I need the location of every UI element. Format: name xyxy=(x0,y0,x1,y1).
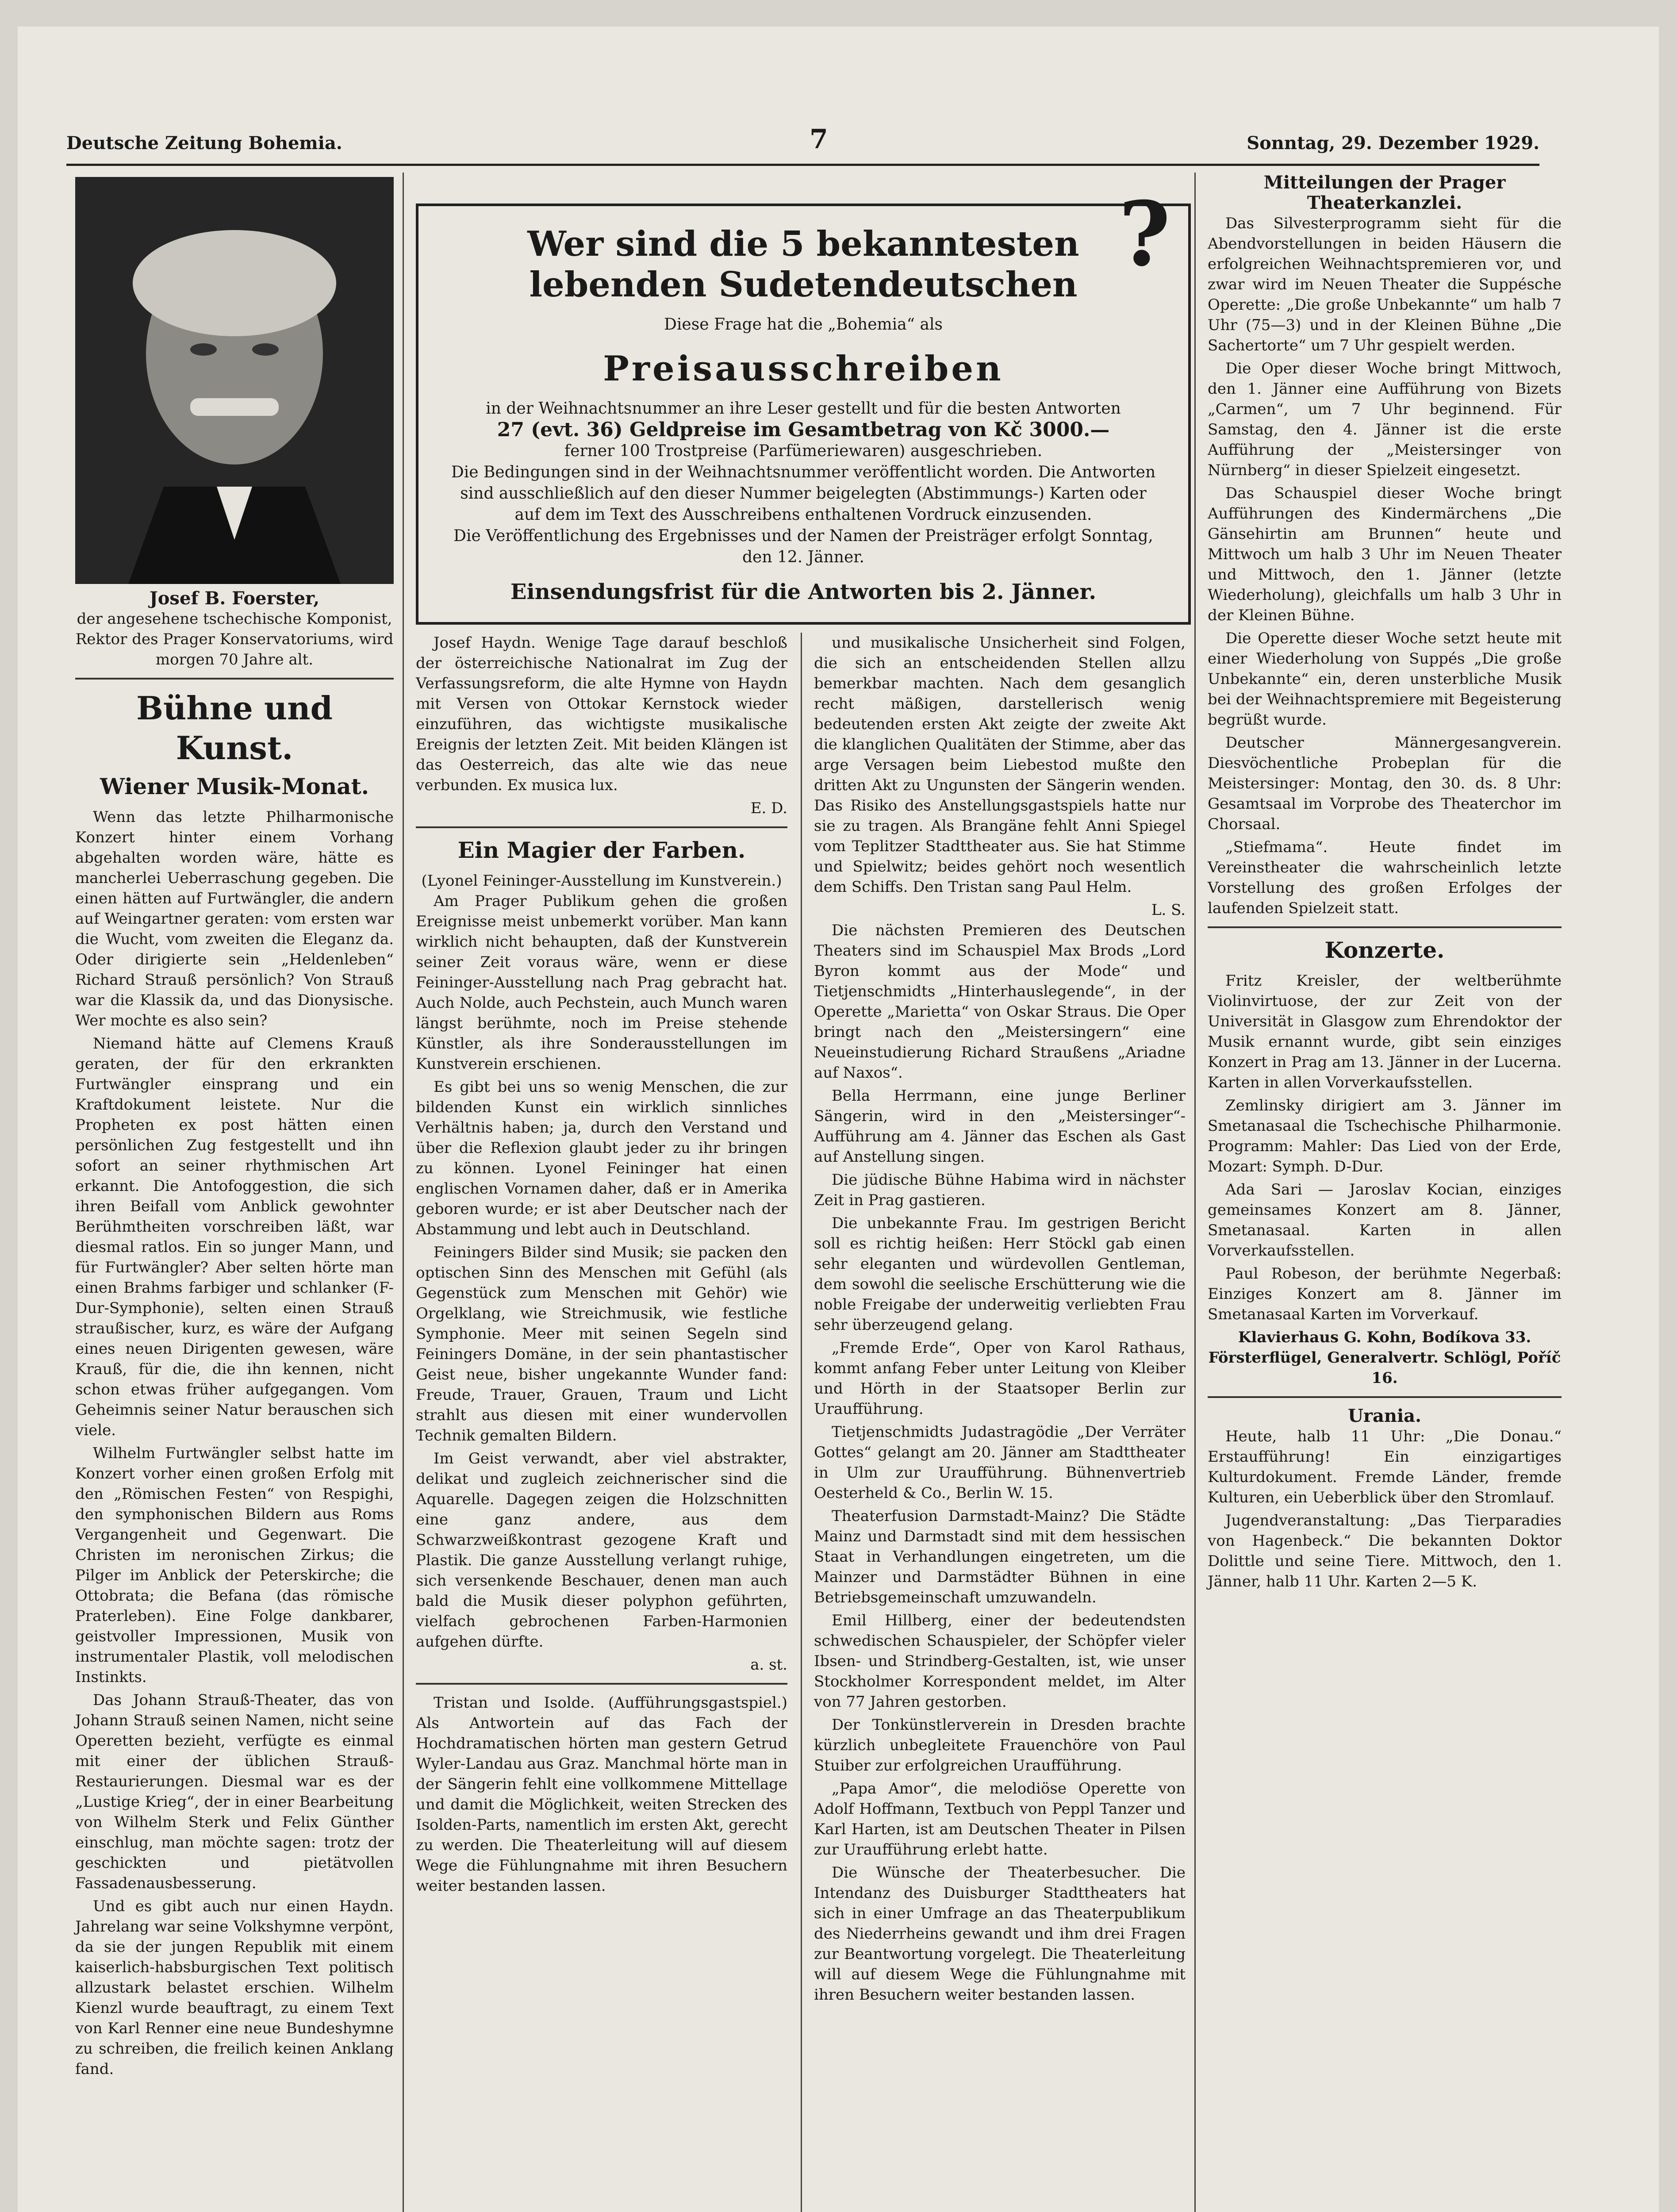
paragraph: Wenn das letzte Philharmonische Konzert hinter einem Vorhang abgehalten worden wäre, hätte es mancherlei Ueberraschung gegeben. Die einen hätten auf Furtwängler, die andern auf Weingartner geraten: vom ersten war die Wucht, vom zweiten die Eleganz da. Oder dirigierte sein „Heldenleben“ Richard Strauß persönlich? Von Strauß war die Klassik da, und das Dionysische. Wer mochte es also sein? xyxy=(75,808,394,1029)
section-title-konzerte: Konzerte. xyxy=(1324,937,1445,963)
portrait-image xyxy=(75,177,394,584)
paragraph: Die Oper dieser Woche bringt Mittwoch, den 1. Jänner eine Aufführung von Bizets „Carmen“, um 7 Uhr beginnend. Für Samstag, den 4. Jänner ist die erste Aufführung der „Meistersinger von Nürnberg“ in dieser Spielzeit eingesetzt. xyxy=(1208,360,1562,479)
article-title-wiener: Wiener Musik-Monat. xyxy=(100,773,369,799)
notice: „Fremde Erde“, Oper von Karol Rathaus, kommt anfang Feber unter Leitung von Kleiber und Hörth in der Staatsoper Berlin zur Uraufführung. xyxy=(814,1339,1186,1418)
advertisement: Försterflügel, Generalvertr. Schlögl, Poříč 16. xyxy=(1208,1349,1561,1387)
paragraph: und musikalische Unsicherheit sind Folgen, die sich an entscheidenden Stellen allzu bemerkbar machten. Nach dem gesanglich recht mäßigen, darstellerisch wenig bedeutenden ersten Akt zeigte der zweite Akt die klanglichen Qualitäten der Stimme, aber das arge Versagen beim Liebestod mußte den dritten Akt zu Ungunsten der Sängerin wenden. Das Risiko des Anstellungsgastspiels hatte nur sie zu tragen. Als Brangäne fehlt Anni Spiegel vom Teplitzer Stadttheater aus. Sie hat Stimme und Spielwitz; beides gehört noch wesentlich dem Schiffs. Den Tristan sang Paul Helm. xyxy=(814,634,1186,896)
contest-title-line1: Wer sind die 5 bekanntesten xyxy=(527,224,1079,264)
notice: Der Tonkünstlerverein in Dresden brachte kürzlich unbegleitete Frauenchöre von Paul Stuiber zur erfolgreichen Uraufführung. xyxy=(814,1716,1186,1774)
portrait-photo xyxy=(75,177,394,584)
portrait-name: Josef B. Foerster, xyxy=(149,588,320,609)
paragraph: Die Operette dieser Woche setzt heute mit einer Wiederholung von Suppés „Die große Unbekannte“ ein, deren unsterbliche Musik bei der Weihnachtspremiere mit Begeisterung begrüßt wurde. xyxy=(1208,630,1562,729)
contest-line1: in der Weihnachtsnummer an ihre Leser gestellt und für die besten Antworten xyxy=(486,399,1121,418)
section-title-buehne: Bühne und Kunst. xyxy=(136,689,333,767)
column-1 xyxy=(75,588,394,2082)
column-2 xyxy=(416,633,787,1899)
question-mark: ? xyxy=(1118,182,1170,286)
paragraph: Es gibt bei uns so wenig Menschen, die zur bildenden Kunst ein wirklich sinnliches Verhältnis haben; ja, durch den Verstand und über die Reflexion glaubt jeder zu ihr bringen zu können. Lyonel Feininger hat einen englischen Vornamen daher, daß er in Amerika geboren wurde; er ist aber Deutscher nach der Abstammung und lebt auch in Deutschland. xyxy=(416,1078,787,1238)
newspaper-page xyxy=(18,27,1659,2212)
concert-notice: Paul Robeson, der berühmte Negerbaß: Einziges Konzert am 8. Jänner im Smetanasaal Karten im Vorverkauf. xyxy=(1208,1265,1562,1323)
column-4 xyxy=(1208,173,1562,1594)
signature: E. D. xyxy=(750,799,787,817)
paragraph: Und es gibt auch nur einen Haydn. Jahrelang war seine Volkshymne verpönt, da sie der jungen Republik mit einem kaiserlich-habsburgischen Text politisch allzustark belastet erschien. Wilhelm Kienzl wurde beauftragt, zu einem Text von Karl Renner eine neue Bundeshymne zu schreiben, die freilich keinen Anklang fand. xyxy=(75,1897,394,2078)
article-divider xyxy=(416,1683,787,1685)
contest-title-line2: lebenden Sudetendeutschen xyxy=(529,265,1078,305)
page-header xyxy=(66,124,1539,166)
paragraph: Niemand hätte auf Clemens Krauß geraten, der für den erkrankten Furtwängler einsprang und ein Kraftdokument leistete. Nur die Propheten ex post hätten einen persönlichen Zug festgestellt und ihn sofort an seiner rhythmischen Art erkannt. Die Antofoggestion, die sich ihren Beifall vom Anblick gewohnter Berühmtheiten vorschreiben läßt, war diesmal ratlos. Ein so junger Mann, und für Furtwängler? Aber selten hörte man einen Brahms farbiger und schlanker (F-Dur-Symphonie), selten einen Strauß straußischer, kurz, es wäre der Aufgang eines neuen Dirigenten gewesen, wäre Krauß, für die, die ihn kennen, nicht schon etwas früher aufgegangen. Vom Geheimnis seiner Natur berauschen sich viele. xyxy=(75,1035,394,1439)
paragraph: Das Silvesterprogramm sieht für die Abendvorstellungen in beiden Häusern die erfolgreichen Weihnachtspremieren vor, und zwar wird im Neuen Theater die Suppésche Operette: „Die große Unbekannte“ um halb 7 Uhr (75—3) und in der Kleinen Bühne „Die Sachertorte“ um 7 Uhr gespielt werden. xyxy=(1208,215,1562,354)
notice: Die Wünsche der Theaterbesucher. Die Intendanz des Duisburger Stadttheaters hat sich in einer Umfrage an das Theaterpublikum des Niederrheins gewandt und ihm drei Fragen zur Beantwortung vorgelegt. Die Theaterleitung will auf diesem Wege die Fühlungnahme mit ihren Besuchern weiter bestanden lassen. xyxy=(814,1864,1186,2004)
paragraph: „Stiefmama“. Heute findet im Vereinstheater die wahrscheinlich letzte Vorstellung des großen Erfolges der laufenden Spielzeit statt. xyxy=(1208,838,1562,917)
portrait-caption: der angesehene tschechische Komponist, Rektor des Prager Konservatoriums, wird morgen 70 Jahre alt. xyxy=(75,610,394,668)
column-rule xyxy=(801,633,802,2212)
concert-notice: Fritz Kreisler, der weltberühmte Violinvirtuose, der zur Zeit von der Universität in Glasgow zum Ehrendoktor der Musik ernannt wurde, gibt sein einziges Konzert in Prag am 13. Jänner in der Lucerna. Karten in allen Vorverkaufsstellen. xyxy=(1208,972,1562,1091)
notice: Emil Hillberg, einer der bedeutendsten schwedischen Schauspieler, der Schöpfer vieler Ibsen- und Strindberg-Gestalten, ist, wie unser Stockholmer Korrespondent meldet, im Alter von 77 Jahren gestorben. xyxy=(814,1612,1186,1711)
section-divider xyxy=(75,678,394,680)
newspaper-name: Deutsche Zeitung Bohemia. xyxy=(66,133,342,154)
notice: Theaterfusion Darmstadt-Mainz? Die Städte Mainz und Darmstadt sind mit dem hessischen Staat in Verhandlungen eingetreten, um die Mainzer und Darmstädter Bühnen in eine Betriebsgemeinschaft umzuwandeln. xyxy=(814,1507,1186,1606)
signature: a. st. xyxy=(750,1656,787,1674)
issue-date: Sonntag, 29. Dezember 1929. xyxy=(1247,133,1539,154)
concert-notice: Zemlinsky dirigiert am 3. Jänner im Smetanasaal die Tschechische Philharmonie. Programm: Mahler: Das Lied von der Erde, Mozart: Symph. D-Dur. xyxy=(1208,1097,1562,1175)
contest-intro: Diese Frage hat die „Bohemia“ als xyxy=(664,315,943,334)
contest-deadline: Einsendungsfrist für die Antworten bis 2. Jänner. xyxy=(510,580,1097,604)
contest-line2: ferner 100 Trostpreise (Parfümeriewaren) ausgeschrieben. xyxy=(564,442,1043,460)
contest-heading: Preisausschreiben xyxy=(603,349,1004,389)
contest-box xyxy=(416,182,1191,625)
column-rule xyxy=(1194,173,1196,2212)
column-rule xyxy=(403,173,404,2212)
paragraph: Feiningers Bilder sind Musik; sie packen den optischen Sinn des Menschen mit Gefühl (als Gegenstück zum Menschen mit Gehör) wie Orgelklang, wie Streichmusik, wie festliche Symphonie. Meer mit seinen Segeln sind Feiningers Domäne, in der sein phantastischer Geist neue, bisher ungekannte Wunder fand: Freude, Trauer, Grauen, Traum und Licht strahlt aus diesen mit einer wundervollen Technik gemalten Bildern. xyxy=(416,1244,787,1444)
signature: L. S. xyxy=(1151,901,1186,919)
contest-money: 27 (evt. 36) Geldpreise im Gesamtbetrag von Kč 3000.— xyxy=(497,419,1110,441)
notice: Die nächsten Premieren des Deutschen Theaters sind im Schauspiel Max Brods „Lord Byron kommt aus der Mode“ und Tietjenschmidts „Hinterhauslegende“, in der Operette „Marietta“ von Oskar Straus. Die Oper bringt nach den „Meistersingern“ eine Neueinstudierung Richard Straußens „Ariadne auf Naxos“. xyxy=(814,922,1186,1082)
paragraph: Das Schauspiel dieser Woche bringt Aufführungen des Kindermärchens „Die Gänsehirtin am Brunnen“ heute und Mittwoch um halb 3 Uhr im Neuen Theater und Mittwoch, den 1. Jänner (letzte Wiederholung), gleichfalls um halb 3 Uhr in der Kleinen Bühne. xyxy=(1208,484,1562,624)
notice: Die unbekannte Frau. Im gestrigen Bericht soll es richtig heißen: Herr Stöckl gab einen sehr eleganten und würdevollen Gentleman, dem sowohl die seelische Erschütterung wie die noble Freigabe der underweitig verliebten Frau sehr überzeugend gelang. xyxy=(814,1214,1186,1334)
advertisement: Klavierhaus G. Kohn, Bodíkova 33. xyxy=(1238,1329,1531,1346)
urania-notice: Heute, halb 11 Uhr: „Die Donau.“ Erstaufführung! Ein einzigartiges Kulturdokument. Fremde Länder, fremde Kulturen, ein Ueberblick über den Stromlauf. xyxy=(1208,1428,1562,1506)
article-subtitle: (Lyonel Feininger-Ausstellung im Kunstverein.) xyxy=(421,872,782,890)
paragraph: Wilhelm Furtwängler selbst hatte im Konzert vorher einen großen Erfolg mit den „Römischen Festen“ von Respighi, den symphonischen Bildern aus Roms Vergangenheit und Gegenwart. Die Christen im neronischen Zirkus; die Pilger im Anblick der Peterskirche; die Ottobrata; die Befana (das römische Praterleben). Eine Folge dankbarer, geistvoller Impressionen, Musik von instrumentaler Plastik, voll melodischen Instinkts. xyxy=(75,1444,394,1686)
notice: Die jüdische Bühne Habima wird in nächster Zeit in Prag gastieren. xyxy=(814,1171,1186,1209)
paragraph: Das Johann Strauß-Theater, das von Johann Strauß seinen Namen, nicht seine Operetten bezieht, verfügte es einmal mit einer der üblichen Strauß-Restaurierungen. Diesmal war es der „Lustige Krieg“, der in einer Bearbeitung von Wilhelm Sterk und Felix Günther einschlug, man möchte sagen: trotz der geschickten und pietätvollen Fassadenausbesserung. xyxy=(75,1691,394,1892)
contest-line3: Die Bedingungen sind in der Weihnachtsnummer veröffentlicht worden. Die Antworten sind ausschließlich auf den dieser Nummer beigelegten (Abstimmungs-) Karten oder auf dem im Text des Ausschreibens enthaltenen Vordruck einzusenden. xyxy=(451,463,1156,524)
paragraph: Josef Haydn. Wenige Tage darauf beschloß der österreichische Nationalrat im Zug der Verfassungsreform, die alte Hymne von Haydn mit Versen von Ottokar Kernstock wieder einzuführen, das wichtigste musikalische Ereignis der letzten Zeit. Mit beiden Klängen ist das Oesterreich, das alte wie das neue verbunden. Ex musica lux. xyxy=(416,634,787,794)
page-number: 7 xyxy=(810,124,828,155)
paragraph: Tristan und Isolde. (Aufführungsgastspiel.) Als Antwortein auf das Fach der Hochdramatischen hörten man gestern Getrud Wyler-Landau aus Graz. Manchmal hörte man in der Sängerin fehlt eine vollkommene Mittellage und damit die Möglichkeit, weiten Strecken des Isolden-Parts, namentlich im ersten Akt, gerecht zu werden. Die Theaterleitung will auf diesem Wege die Fühlungnahme mit ihren Besuchern weiter bestanden lassen. xyxy=(416,1694,787,1895)
section-title-theaterkanzlei: Mitteilungen der Prager Theaterkanzlei. xyxy=(1263,172,1506,213)
article-divider xyxy=(416,826,787,828)
notice: Bella Herrmann, eine junge Berliner Sängerin, wird in den „Meistersinger“-Aufführung am 4. Jänner das Eschen als Gast auf Anstellung singen. xyxy=(814,1087,1186,1166)
article-title-magier: Ein Magier der Farben. xyxy=(457,837,746,863)
section-divider xyxy=(1208,1396,1562,1398)
urania-notice: Jugendveranstaltung: „Das Tierparadies von Hagenbeck.“ Die bekannten Doktor Dolittle und seine Tiere. Mittwoch, den 1. Jänner, halb 11 Uhr. Karten 2—5 K. xyxy=(1208,1512,1562,1590)
section-divider xyxy=(1208,926,1562,928)
paragraph: Deutscher Männergesangverein. Diesvöchentliche Probeplan für die Meistersinger: Montag, den 30. ds. 8 Uhr: Gesamtsaal im Vorprobe des Theaterchor im Chorsaal. xyxy=(1208,734,1562,833)
paragraph: Am Prager Publikum gehen die großen Ereignisse meist unbemerkt vorüber. Man kann wirklich nicht behaupten, daß der Kunstverein seiner Zeit voraus wäre, wenn er diese Feininger-Ausstellung nach Prag gebracht hat. Auch Nolde, auch Pechstein, auch Munch waren längst berühmte, noch im Preise stehende Künstler, als ihre Sonderausstellungen im Kunstverein erschienen. xyxy=(416,892,787,1073)
notice: Tietjenschmidts Judastragödie „Der Verräter Gottes“ gelangt am 20. Jänner am Stadttheater in Ulm zur Uraufführung. Bühnenvertrieb Oesterheld & Co., Berlin W. 15. xyxy=(814,1423,1186,1502)
column-3 xyxy=(814,633,1186,2008)
section-title-urania: Urania. xyxy=(1348,1406,1421,1426)
concert-notice: Ada Sari — Jaroslav Kocian, einziges gemeinsames Konzert am 8. Jänner, Smetanasaal. Karten in allen Vorverkaufsstellen. xyxy=(1208,1181,1562,1260)
notice: „Papa Amor“, die melodiöse Operette von Adolf Hoffmann, Textbuch von Peppl Tanzer und Karl Harten, ist am Deutschen Theater in Pilsen zur Uraufführung erlebt hatte. xyxy=(814,1780,1186,1859)
paragraph: Im Geist verwandt, aber viel abstrakter, delikat und zugleich zeichnerischer sind die Aquarelle. Dagegen zeigen die Holzschnitten eine ganz andere, aus dem Schwarzweißkontrast gezogene Kraft und Plastik. Die ganze Ausstellung verlangt ruhige, sich versenkende Beschauer, denen man auch bald die Musik dieser polyphon geführten, vielfach gebrochenen Farben-Harmonien aufgehen dürfte. xyxy=(416,1450,787,1651)
contest-line4: Die Veröffentlichung des Ergebnisses und der Namen der Preisträger erfolgt Sonntag, den 12. Jänner. xyxy=(453,527,1153,566)
